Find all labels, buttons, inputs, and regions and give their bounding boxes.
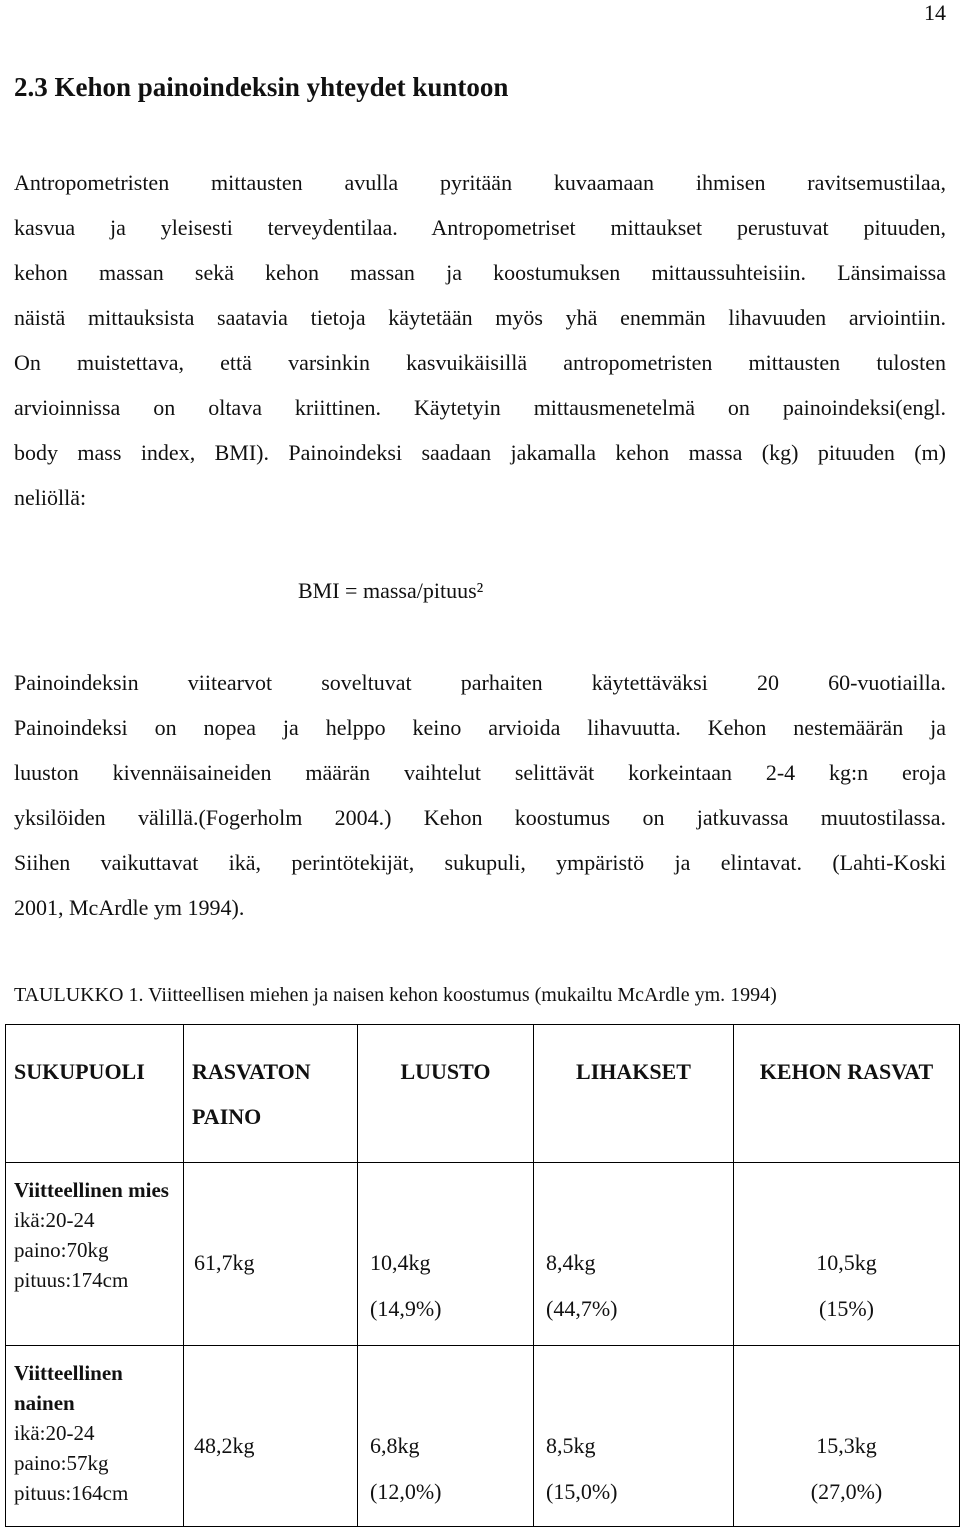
table-header-row [6, 1025, 960, 1163]
fat-value: 10,5kg [816, 1250, 877, 1275]
text-line: näistä mittauksista saatavia tietoja käytetään myös yhä enemmän lihavuuden arviointiin. [14, 305, 946, 330]
bone-cell [358, 1163, 534, 1346]
row-label: Viitteellinen mies [14, 1178, 169, 1202]
header-kehon-rasvat: KEHON RASVAT [734, 1025, 960, 1163]
fat-percent: (27,0%) [810, 1479, 883, 1504]
row-detail: pituus:164cm [14, 1481, 129, 1505]
paragraph-bmi [14, 668, 946, 938]
text-line: arvioinnissa on oltava kriittinen. Käytetyin mittausmenetelmä on painoindeksi(engl. [14, 395, 946, 420]
muscle-cell [534, 1346, 734, 1527]
text-line: Painoindeksi on nopea ja helppo keino arvioida lihavuutta. Kehon nestemäärän ja [14, 715, 946, 740]
text-line: On muistettava, että varsinkin kasvuikäisillä antropometristen mittausten tulosten [14, 350, 946, 375]
header-luusto: LUUSTO [358, 1025, 534, 1163]
text-line: luuston kivennäisaineiden määrän vaihtelut selittävät korkeintaan 2-4 kg:n eroja [14, 760, 946, 785]
muscle-percent: (44,7%) [546, 1296, 618, 1321]
text-line: Antropometristen mittausten avulla pyritään kuvaamaan ihmisen ravitsemustilaa, [14, 170, 946, 195]
row-label-cell [6, 1163, 184, 1346]
bone-cell [358, 1346, 534, 1527]
text-line: kehon massan sekä kehon massan ja koostumuksen mittaussuhteisiin. Länsimaissa [14, 260, 946, 285]
row-detail: paino:57kg [14, 1451, 109, 1475]
fat-value: 15,3kg [816, 1433, 877, 1458]
row-detail: ikä:20-24 [14, 1421, 95, 1445]
text-line: neliöllä: [14, 485, 87, 510]
fat-free-value: 61,7kg [194, 1250, 255, 1275]
muscle-percent: (15,0%) [546, 1479, 618, 1504]
fat-percent: (15%) [819, 1296, 874, 1321]
muscle-cell [534, 1163, 734, 1346]
muscle-value: 8,4kg [546, 1250, 596, 1275]
header-lihakset: LIHAKSET [534, 1025, 734, 1163]
fat-cell [734, 1346, 960, 1527]
row-detail: pituus:174cm [14, 1268, 129, 1292]
fat-free-cell [184, 1346, 358, 1527]
body-composition-table [5, 1024, 960, 1527]
text-line: 2001, McArdle ym 1994). [14, 895, 245, 920]
bone-percent: (14,9%) [370, 1296, 442, 1321]
row-label: Viitteellinen nainen [14, 1361, 123, 1415]
section-heading: 2.3 Kehon painoindeksin yhteydet kuntoon [14, 72, 509, 102]
text-line: Painoindeksin viitearvot soveltuvat parhaiten käytettäväksi 20 60-vuotiailla. [14, 670, 946, 695]
table-row [6, 1163, 960, 1346]
fat-free-value: 48,2kg [194, 1433, 255, 1458]
text-line: yksilöiden välillä.(Fogerholm 2004.) Kehon koostumus on jatkuvassa muutostilassa. [14, 805, 946, 830]
page-number: 14 [924, 0, 946, 25]
header-sukupuoli: SUKUPUOLI [6, 1025, 184, 1163]
row-detail: paino:70kg [14, 1238, 109, 1262]
bmi-formula: BMI = massa/pituus² [298, 578, 484, 603]
fat-cell [734, 1163, 960, 1346]
muscle-value: 8,5kg [546, 1433, 596, 1458]
text-line: kasvua ja yleisesti terveydentilaa. Antropometriset mittaukset perustuvat pituuden, [14, 215, 946, 240]
paragraph-intro [14, 168, 946, 528]
header-rasvaton-paino: RASVATON PAINO [184, 1025, 358, 1163]
table-row [6, 1346, 960, 1527]
text-line: body mass index, BMI). Painoindeksi saadaan jakamalla kehon massa (kg) pituuden (m) [14, 440, 946, 465]
bone-value: 10,4kg [370, 1250, 431, 1275]
bone-percent: (12,0%) [370, 1479, 442, 1504]
bone-value: 6,8kg [370, 1433, 420, 1458]
fat-free-cell [184, 1163, 358, 1346]
row-label-cell [6, 1346, 184, 1527]
row-detail: ikä:20-24 [14, 1208, 95, 1232]
text-line: Siihen vaikuttavat ikä, perintötekijät, sukupuli, ympäristö ja elintavat. (Lahti-Koski [14, 850, 946, 875]
table-caption: TAULUKKO 1. Viitteellisen miehen ja naisen kehon koostumus (mukailtu McArdle ym. 1994) [14, 984, 777, 1006]
